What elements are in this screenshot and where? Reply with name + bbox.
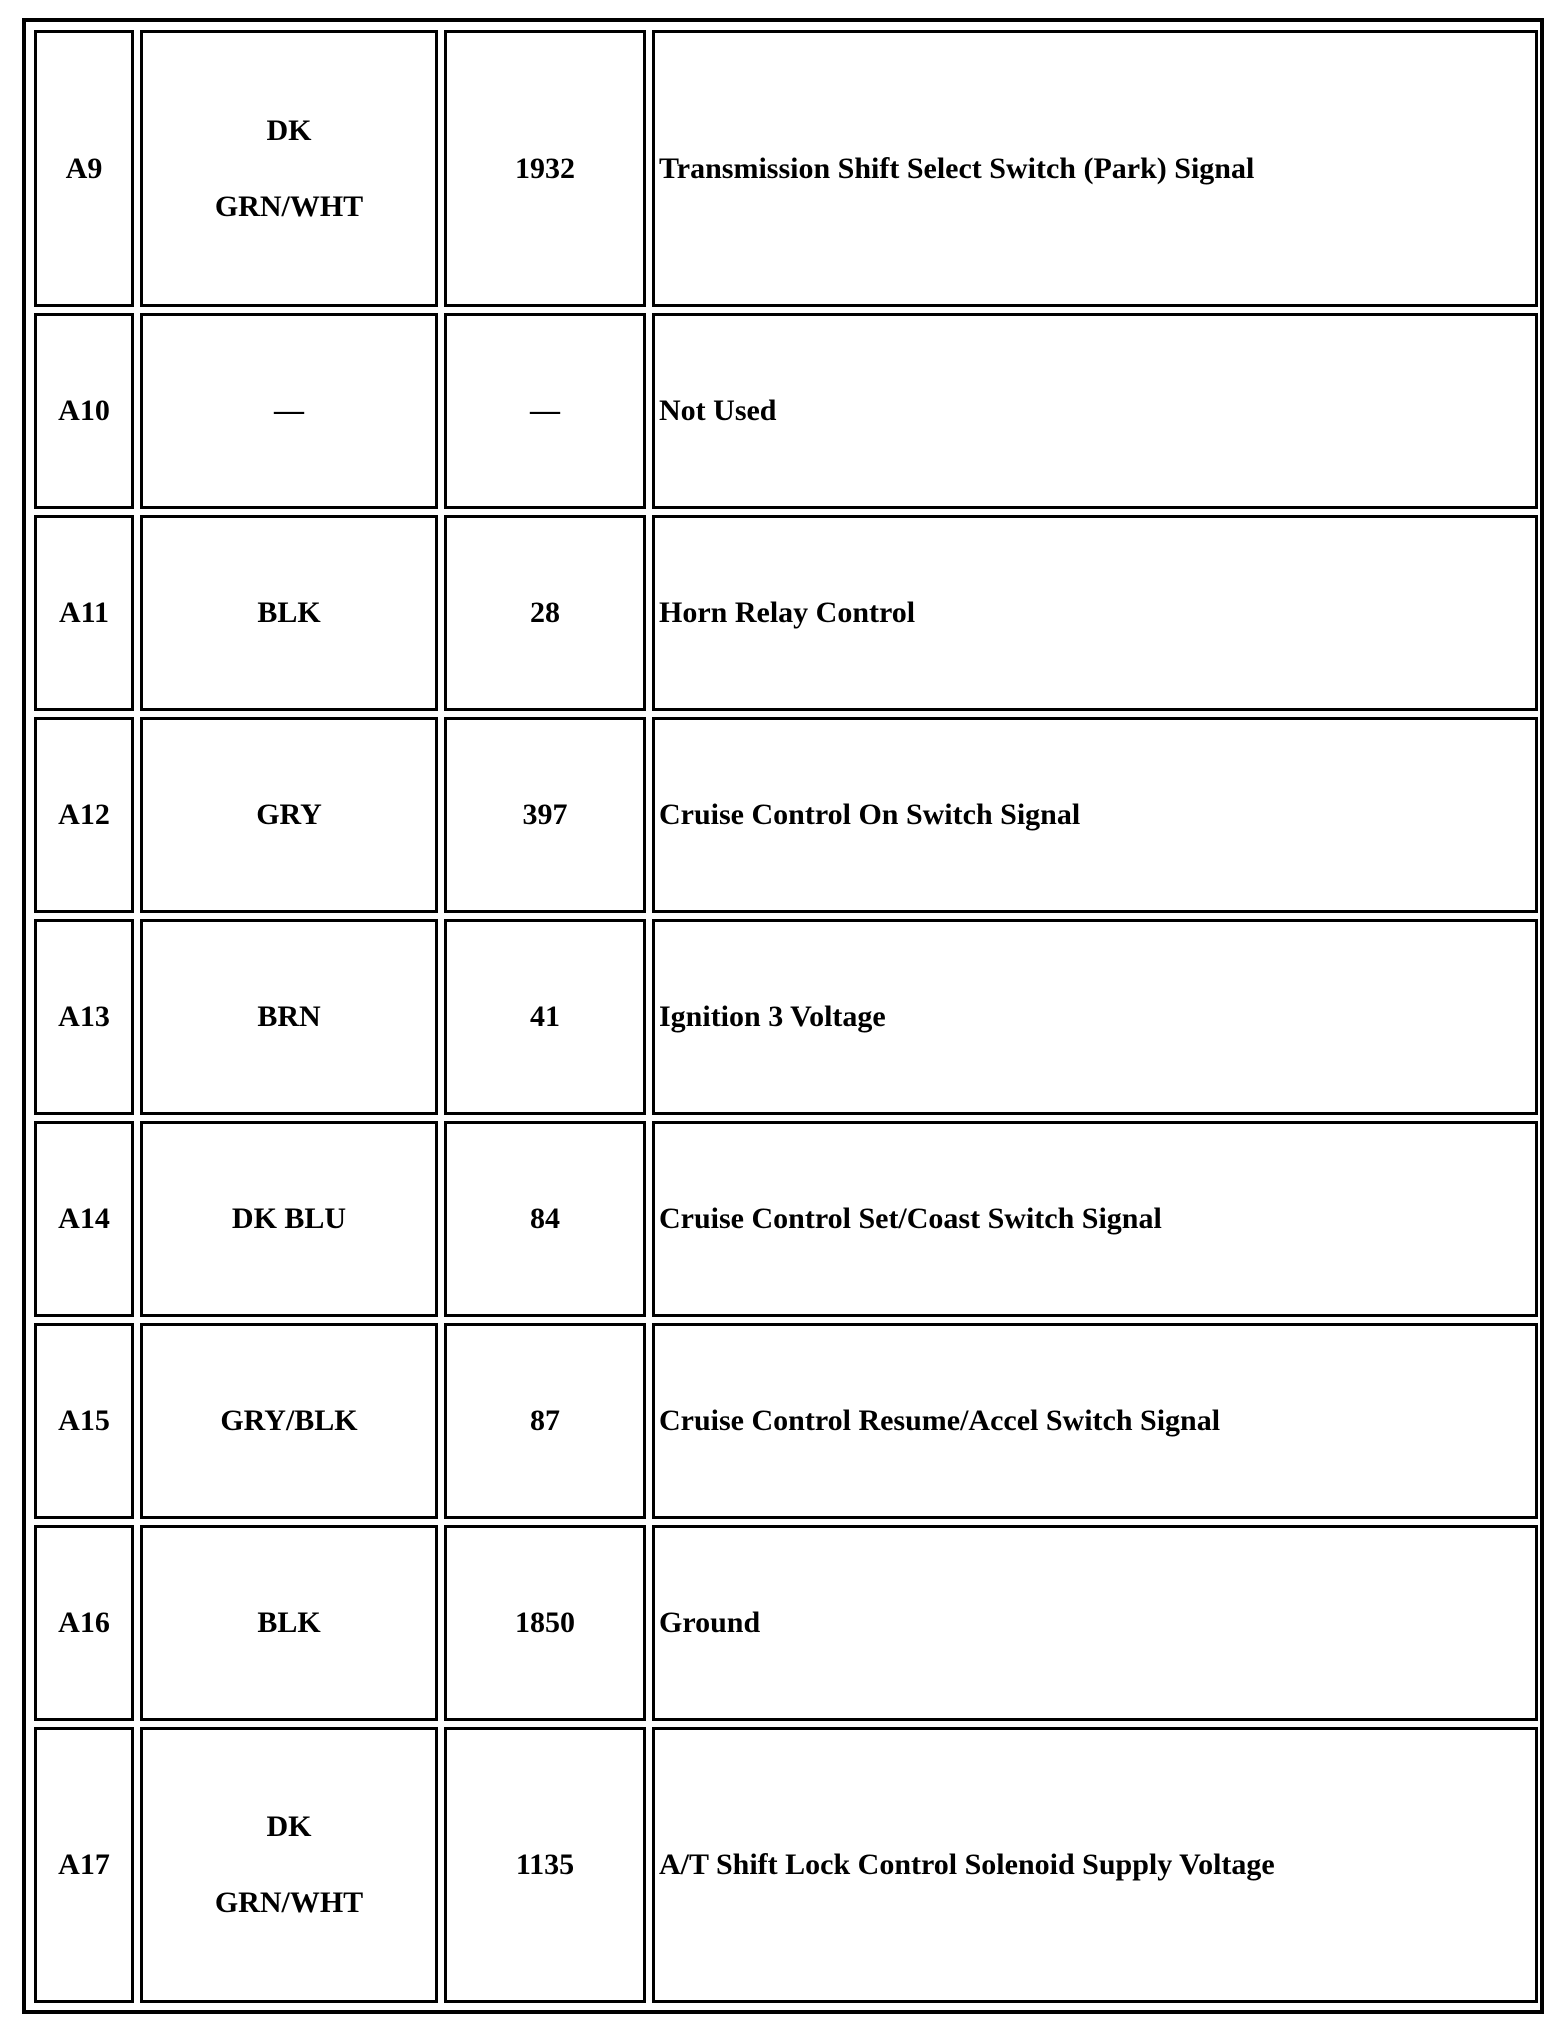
function-cell: Cruise Control Set/Coast Switch Signal bbox=[652, 1121, 1538, 1317]
table-row bbox=[34, 717, 1538, 913]
table-row bbox=[34, 1121, 1538, 1317]
circuit-number-cell: 1932 bbox=[444, 30, 646, 307]
pin-cell: A12 bbox=[34, 717, 134, 913]
function-cell: Cruise Control Resume/Accel Switch Signal bbox=[652, 1323, 1538, 1519]
pin-cell: A15 bbox=[34, 1323, 134, 1519]
pin-cell: A14 bbox=[34, 1121, 134, 1317]
pin-cell: A13 bbox=[34, 919, 134, 1115]
pin-cell: A17 bbox=[34, 1727, 134, 2003]
wire-color-text: GRN/WHT bbox=[214, 1886, 364, 1919]
function-cell: Ground bbox=[652, 1525, 1538, 1721]
table-row bbox=[34, 515, 1538, 711]
wire-color-text: GRY/BLK bbox=[220, 1404, 358, 1437]
wire-color-cell bbox=[140, 717, 438, 913]
wire-color-text: DK bbox=[266, 113, 312, 147]
pinout-table-body bbox=[34, 30, 1538, 2003]
circuit-number-cell: 41 bbox=[444, 919, 646, 1115]
wire-color-cell bbox=[140, 30, 438, 307]
wire-color-cell bbox=[140, 1525, 438, 1721]
wire-color-cell bbox=[140, 1727, 438, 2003]
wire-color-text: DK bbox=[266, 1810, 312, 1843]
wire-color-cell bbox=[140, 1323, 438, 1519]
pin-cell: A10 bbox=[34, 313, 134, 509]
function-cell: Horn Relay Control bbox=[652, 515, 1538, 711]
function-cell: Cruise Control On Switch Signal bbox=[652, 717, 1538, 913]
circuit-number-cell: — bbox=[444, 313, 646, 509]
wire-color-text: BLK bbox=[257, 596, 321, 629]
table-row bbox=[34, 313, 1538, 509]
connector-pinout-table bbox=[28, 24, 1544, 2009]
table-row bbox=[34, 919, 1538, 1115]
wire-color-cell bbox=[140, 1121, 438, 1317]
function-cell: Transmission Shift Select Switch (Park) Signal bbox=[652, 30, 1538, 307]
wire-color-cell bbox=[140, 919, 438, 1115]
circuit-number-cell: 1135 bbox=[444, 1727, 646, 2003]
wire-color-text: GRY bbox=[256, 798, 322, 831]
pin-cell: A16 bbox=[34, 1525, 134, 1721]
table-row bbox=[34, 1525, 1538, 1721]
pin-cell: A11 bbox=[34, 515, 134, 711]
circuit-number-cell: 1850 bbox=[444, 1525, 646, 1721]
circuit-number-cell: 84 bbox=[444, 1121, 646, 1317]
function-cell: Not Used bbox=[652, 313, 1538, 509]
table-row bbox=[34, 30, 1538, 307]
table-row bbox=[34, 1727, 1538, 2003]
table-row bbox=[34, 1323, 1538, 1519]
wire-color-text: GRN/WHT bbox=[214, 189, 364, 223]
wire-color-cell bbox=[140, 313, 438, 509]
wire-color-text: — bbox=[274, 394, 304, 427]
wire-color-text: BLK bbox=[257, 1606, 321, 1639]
circuit-number-cell: 28 bbox=[444, 515, 646, 711]
circuit-number-cell: 87 bbox=[444, 1323, 646, 1519]
wire-color-cell bbox=[140, 515, 438, 711]
function-cell: A/T Shift Lock Control Solenoid Supply Voltage bbox=[652, 1727, 1538, 2003]
wire-color-text: DK BLU bbox=[231, 1202, 347, 1235]
pin-cell: A9 bbox=[34, 30, 134, 307]
circuit-number-cell: 397 bbox=[444, 717, 646, 913]
function-cell: Ignition 3 Voltage bbox=[652, 919, 1538, 1115]
wire-color-text: BRN bbox=[257, 1000, 321, 1033]
